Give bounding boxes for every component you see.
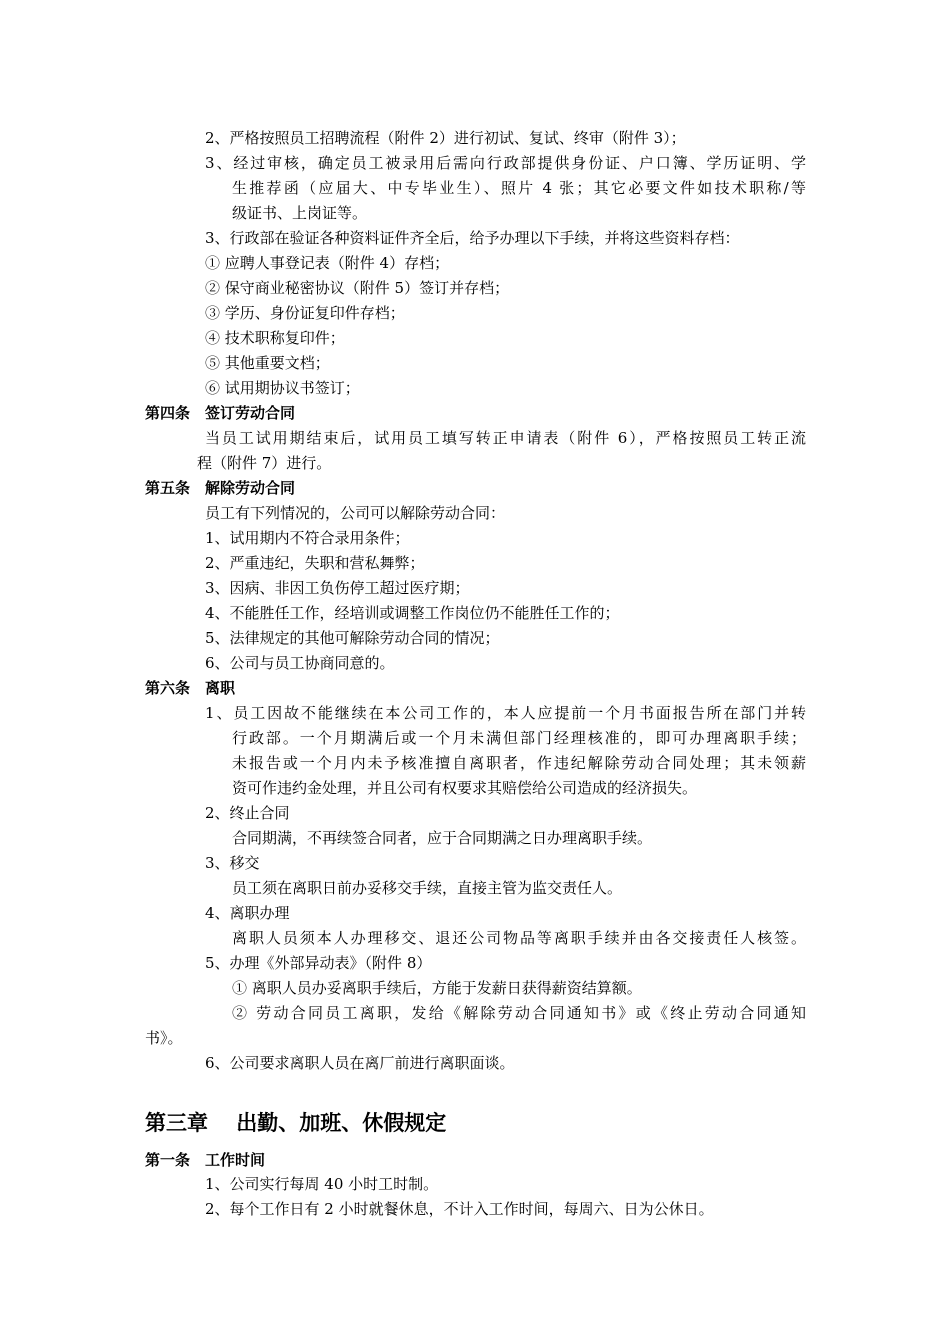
list-item: 4、离职办理 (205, 904, 290, 922)
body-text: 行政部。一个月期满后或一个月未满但部门经理核准的，即可办理离职手续； (232, 729, 806, 747)
body-text: 离职人员须本人办理移交、退还公司物品等离职手续并由各交接责任人核签。 (232, 929, 806, 947)
body-text: 合同期满，不再续签合同者，应于合同期满之日办理离职手续。 (232, 829, 653, 847)
article-heading: 第六条 离职 (145, 679, 236, 697)
list-item: ② 保守商业秘密协议（附件 5）签订并存档； (205, 279, 510, 297)
list-item: 5、办理《外部异动表》（附件 8） (205, 954, 432, 972)
body-text: 级证书、上岗证等。 (232, 204, 368, 222)
chapter-heading: 第三章 出勤、加班、休假规定 (145, 1111, 447, 1135)
list-item: 1、公司实行每周 40 小时工时制。 (205, 1175, 439, 1193)
list-item: ② 劳动合同员工离职，发给《解除劳动合同通知书》或《终止劳动合同通知 (232, 1004, 806, 1022)
article-heading: 第五条 解除劳动合同 (145, 479, 296, 497)
list-item: 6、公司与员工协商同意的。 (205, 654, 395, 672)
list-item: ① 应聘人事登记表（附件 4）存档； (205, 254, 450, 272)
list-item: ① 离职人员办妥离职手续后，方能于发薪日获得薪资结算额。 (232, 979, 642, 997)
body-text: 未报告或一个月内未予核准擅自离职者，作违纪解除劳动合同处理；其未领薪 (232, 754, 806, 772)
list-item: 3、移交 (205, 854, 260, 872)
list-item: ④ 技术职称复印件； (205, 329, 345, 347)
body-text: 员工有下列情况的，公司可以解除劳动合同： (205, 504, 506, 522)
body-text: 书》。 (145, 1029, 183, 1047)
article-heading: 第四条 签订劳动合同 (145, 404, 296, 422)
body-text: 员工须在离职日前办妥移交手续，直接主管为监交责任人。 (232, 879, 623, 897)
list-item: 6、公司要求离职人员在离厂前进行离职面谈。 (205, 1054, 515, 1072)
body-text: 生推荐函（应届大、中专毕业生）、照片 4 张；其它必要文件如技术职称/等 (232, 179, 806, 197)
list-item: 2、严重违纪，失职和营私舞弊； (205, 554, 425, 572)
article-heading: 第一条 工作时间 (145, 1151, 266, 1169)
body-text: 资可作违约金处理，并且公司有权要求其赔偿给公司造成的经济损失。 (232, 779, 698, 797)
body-text: 1、员工因故不能继续在本公司工作的，本人应提前一个月书面报告所在部门并转 (205, 704, 806, 722)
list-item: ③ 学历、身份证复印件存档； (205, 304, 405, 322)
list-item: 2、每个工作日有 2 小时就餐休息，不计入工作时间，每周六、日为公休日。 (205, 1200, 714, 1218)
body-text: 程（附件 7）进行。 (197, 454, 332, 472)
list-item: 4、不能胜任工作，经培训或调整工作岗位仍不能胜任工作的； (205, 604, 620, 622)
list-item: ⑥ 试用期协议书签订； (205, 379, 360, 397)
body-text: 3、经过审核，确定员工被录用后需向行政部提供身份证、户口簿、学历证明、学 (205, 154, 806, 172)
list-item: ⑤ 其他重要文档； (205, 354, 330, 372)
list-item: 3、因病、非因工负伤停工超过医疗期； (205, 579, 470, 597)
body-text: 2、严格按照员工招聘流程（附件 2）进行初试、复试、终审（附件 3）； (205, 129, 686, 147)
body-text: 3、行政部在验证各种资料证件齐全后，给予办理以下手续，并将这些资料存档： (205, 229, 740, 247)
list-item: 2、终止合同 (205, 804, 290, 822)
list-item: 1、试用期内不符合录用条件； (205, 529, 410, 547)
body-text: 当员工试用期结束后，试用员工填写转正申请表（附件 6），严格按照员工转正流 (205, 429, 806, 447)
list-item: 5、法律规定的其他可解除劳动合同的情况； (205, 629, 500, 647)
